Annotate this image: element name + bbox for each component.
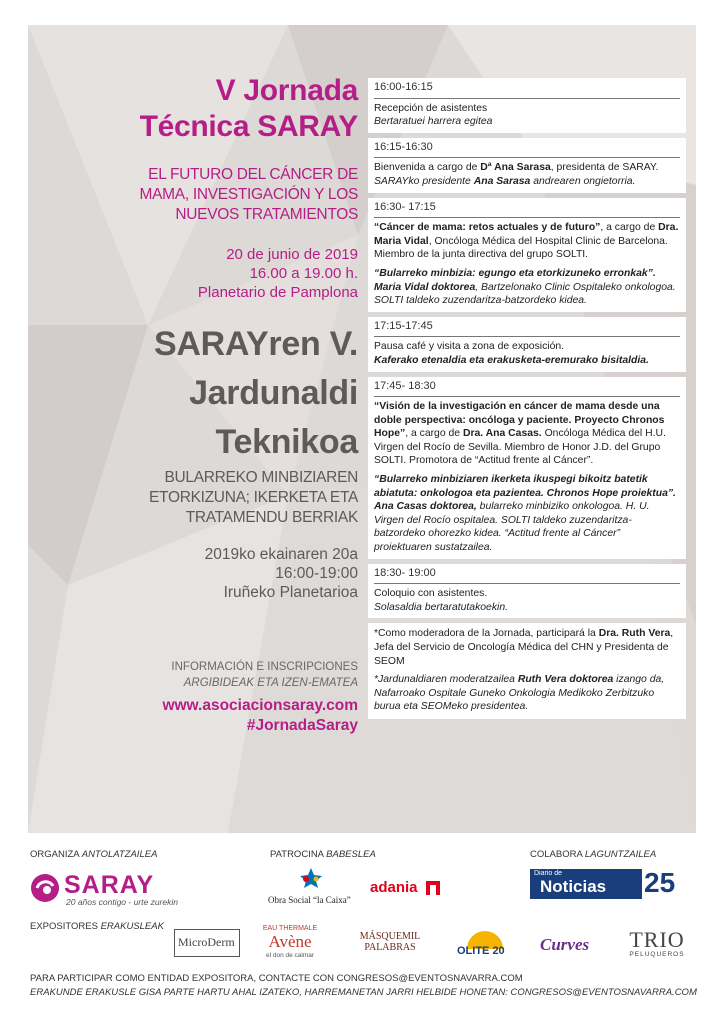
masquemil-logo: MÁSQUEMIL PALABRAS xyxy=(359,931,421,953)
obra-social-logo: Obra Social “la Caixa” xyxy=(268,867,358,911)
schedule-text-es xyxy=(374,221,680,262)
curves-logo: Curves xyxy=(540,935,590,954)
title-eu-line3: Teknikoa xyxy=(215,423,358,461)
talk-title: “Cáncer de mama: retos actuales y de futuro” xyxy=(374,222,601,234)
schedule-text-eu: SARAYko presidente xyxy=(374,175,474,187)
schedule-time: 16:15-16:30 xyxy=(374,141,680,159)
speaker-name: Dra. Ana Casas. xyxy=(462,428,542,440)
noticias-logo: Diario de Noticias 25 xyxy=(530,867,680,907)
schedule-item xyxy=(368,78,686,133)
star-icon xyxy=(296,867,326,889)
schedule-text-es: , presidenta de SARAY. xyxy=(550,162,659,174)
footer xyxy=(0,833,724,1024)
schedule-item xyxy=(368,138,686,193)
colabora-label: COLABORA LAGUNTZAILEA xyxy=(530,849,657,860)
note-text: *Como moderadora de la Jornada, participará la xyxy=(374,628,599,640)
website-link[interactable]: www.asociacionsaray.com xyxy=(162,697,358,714)
schedule-item xyxy=(368,198,686,312)
subtitle-es-line: EL FUTURO DEL CÁNCER DE xyxy=(148,166,358,183)
event-time-es: 16.00 a 19.00 h. xyxy=(249,265,358,282)
note-text: izango da, Nafarroako Ospitale Guneko Onkologia Medikoko Zerbitzuko burua eta SEOMeko presidentea. xyxy=(374,674,665,713)
note-text: *Jardunaldiaren moderatzailea xyxy=(374,674,518,686)
speaker-name: Ana Sarasa xyxy=(473,175,531,187)
schedule xyxy=(368,78,686,719)
event-details-eu xyxy=(38,545,358,602)
schedule-text-es: Pausa café y visita a zona de exposición. xyxy=(374,341,565,353)
schedule-text-eu: andrearen ongietorria. xyxy=(530,175,636,187)
moderator-name: Ruth Vera doktorea xyxy=(517,674,614,686)
schedule-text-eu: , Bartzelonako Clinic Ospitaleko onkologoa. SOLTI taldeko zuzendaritza-batzordeko kidea. xyxy=(374,281,676,307)
talk-title: “Visión de la investigación en cáncer de mama desde una doble perspectiva: oncóloga y paciente. Proyecto Chronos Hope” xyxy=(374,401,665,440)
event-venue-eu: Iruñeko Planetarioa xyxy=(223,584,358,601)
schedule-text-es: , a cargo de xyxy=(600,222,659,234)
schedule-text-es: Oncóloga Médica del H.U. Virgen del Rocío de Sevilla. Miembro de Honor J.D. del Grupo SOLTI. Promotora de “Actitud frente al Cáncer”. xyxy=(374,428,666,467)
expositores-label: EXPOSITORES ERAKUSLEAK xyxy=(30,921,164,932)
info-label-es: INFORMACIÓN E INSCRIPCIONES xyxy=(171,661,358,673)
patrocina-label: PATROCINA BABESLEA xyxy=(270,849,376,860)
microderm-logo: MicroDerm xyxy=(174,929,240,957)
olite-logo: OLITE 20 xyxy=(455,929,515,961)
subtitle-es-line: MAMA, INVESTIGACIÓN Y LOS xyxy=(139,186,358,203)
organiza-label: ORGANIZA ANTOLATZAILEA xyxy=(30,849,158,860)
adania-mark-icon xyxy=(426,881,440,895)
schedule-text-eu: Kaferako etenaldia eta erakusketa-eremurako bisitaldia. xyxy=(374,354,649,366)
schedule-time: 17:45- 18:30 xyxy=(374,380,680,398)
avene-logo: EAU THERMALE Avène el don de calmar xyxy=(262,925,318,959)
moderator-note xyxy=(368,623,686,719)
title-es-line2: Técnica SARAY xyxy=(139,110,358,143)
schedule-text-eu: bularreko minbiziko onkologoa. H. U. Virgen del Rocío ospitalea. SOLTI taldeko zuzendaritza-batzordeko ohorezko kidea. “Actitud frente al Cáncer” proiektuaren sustatzailea. xyxy=(374,501,650,554)
subtitle-eu-line: TRATAMENDU BERRIAK xyxy=(185,509,358,526)
moderator-note-eu xyxy=(374,673,680,714)
schedule-time: 17:15-17:45 xyxy=(374,320,680,338)
subtitle-eu-line: BULARREKO MINBIZIAREN xyxy=(164,469,358,486)
info-label-eu: ARGIBIDEAK ETA IZEN-EMATEA xyxy=(183,677,358,689)
adania-logo: adania xyxy=(370,879,450,901)
exhibitor-contact-eu: ERAKUNDE ERAKUSLE GISA PARTE HARTU AHAL IZATEKO, HARREMANETAN JARRI HELBIDE HONETAN: CONGRESOS@EVENTOSNAVARRA.COM xyxy=(30,987,697,998)
subtitle-eu-line: ETORKIZUNA; IKERKETA ETA xyxy=(149,489,358,506)
schedule-item xyxy=(368,377,686,559)
note-text: , Jefa del Servicio de Oncología Médica del CHN y Presidenta de SEOM xyxy=(374,628,674,667)
hashtag: #JornadaSaray xyxy=(246,717,358,734)
title-es-line1: V Jornada xyxy=(215,74,358,107)
schedule-text-eu: Bertaratuei harrera egitea xyxy=(374,116,493,128)
event-date-es: 20 de junio de 2019 xyxy=(226,246,358,263)
schedule-text-eu xyxy=(374,267,680,308)
subtitle-es-line: NUEVOS TRATAMIENTOS xyxy=(175,206,358,223)
schedule-text-es xyxy=(374,400,680,468)
saray-logo: SARAY 20 años contigo - urte zurekin xyxy=(30,871,190,907)
talk-title: “Bularreko minbizia: egungo eta etorkizuneko erronkak”. Maria Vidal doktorea xyxy=(374,267,656,293)
speaker-name: Dª Ana Sarasa xyxy=(480,162,551,174)
title-eu-line2: Jardunaldi xyxy=(189,374,358,412)
event-details-es xyxy=(38,245,358,302)
left-column xyxy=(28,25,358,833)
subtitle-eu xyxy=(38,468,358,528)
schedule-time: 16:00-16:15 xyxy=(374,81,680,99)
event-time-eu: 16:00-19:00 xyxy=(275,565,358,582)
schedule-text-eu xyxy=(374,473,680,555)
title-eu-line1: SARAYren V. xyxy=(154,325,358,363)
schedule-text-es: Recepción de asistentes xyxy=(374,102,488,114)
moderator-name: Dra. Ruth Vera xyxy=(598,628,671,640)
schedule-item xyxy=(368,317,686,372)
schedule-text-es: Coloquio con asistentes. xyxy=(374,588,488,600)
talk-title: “Bularreko minbiziaren ikerketa ikuspegi bikoitz batetik abiatuta: onkologoa eta pazientea. Chronos Hope proiektua”. Ana Casas doktorea, xyxy=(374,474,676,513)
event-venue-es: Planetario de Pamplona xyxy=(197,284,358,301)
schedule-text-es: Bienvenida a cargo de xyxy=(374,162,481,174)
schedule-text-es: , a cargo de xyxy=(405,428,463,440)
moderator-note-es xyxy=(374,627,680,668)
schedule-text-eu: Solasaldia bertaratutakoekin. xyxy=(374,601,509,613)
saray-emblem-icon xyxy=(30,873,60,903)
schedule-time: 18:30- 19:00 xyxy=(374,567,680,585)
schedule-text-es: , Oncóloga Médica del Hospital Clinic de Barcelona. Miembro de la junta directiva del grupo SOLTI. xyxy=(374,235,668,261)
trio-logo: TRIO PELUQUEROS xyxy=(629,927,685,958)
poster-panel xyxy=(28,25,696,833)
speaker-name: Dra. Maria Vidal xyxy=(374,222,679,247)
schedule-time: 16:30- 17:15 xyxy=(374,201,680,219)
event-date-eu: 2019ko ekainaren 20a xyxy=(204,546,358,563)
schedule-item xyxy=(368,564,686,619)
exhibitor-contact-es: PARA PARTICIPAR COMO ENTIDAD EXPOSITORA, CONTACTE CON CONGRESOS@EVENTOSNAVARRA.COM xyxy=(30,973,523,984)
subtitle-es xyxy=(38,165,358,225)
